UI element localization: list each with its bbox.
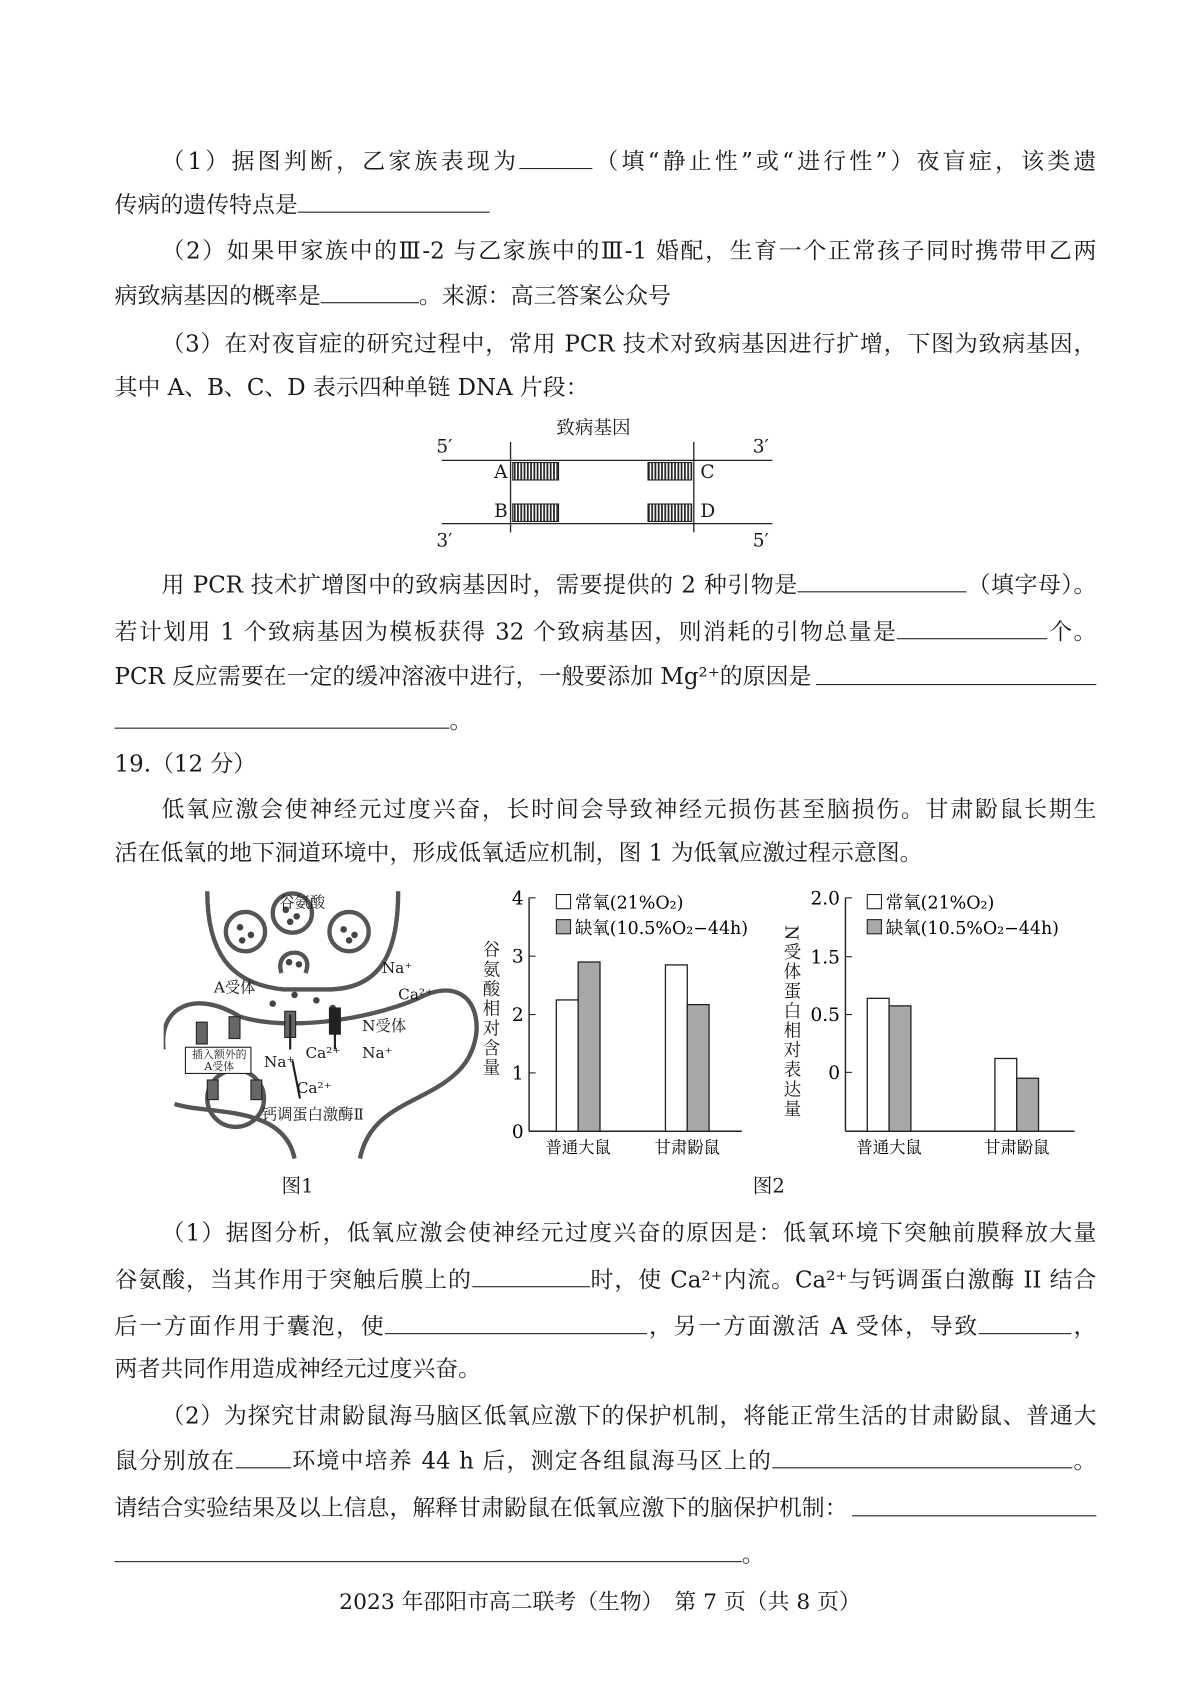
- y-tick-label: 2.0: [810, 888, 840, 910]
- text: 病致病基因的概率是: [114, 282, 321, 309]
- label-b: B: [494, 500, 508, 523]
- answer-blank[interactable]: [852, 1491, 1096, 1516]
- legend-label: 常氧(21%O₂): [885, 893, 995, 914]
- diagram-title: 致病基因: [556, 417, 631, 440]
- q19-p1-line1: （1）据图分析，低氧应激会使神经元过度兴奋的原因是：低氧环境下突触前膜释放大量: [161, 1219, 1097, 1246]
- legend-swatch: [556, 895, 570, 909]
- text: PCR 反应需要在一定的缓冲溶液中进行，一般要添加 Mg²⁺的原因是: [114, 663, 812, 690]
- text: 。: [741, 1541, 765, 1568]
- text: （填“静止性”或“进行性”）夜盲症，该类遗: [592, 148, 1097, 175]
- figure2-caption: 图2: [752, 1174, 785, 1198]
- text: 鼠分别放在: [114, 1447, 236, 1474]
- q19-p2-line1: （2）为探究甘肃鼢鼠海马脑区低氧应激下的保护机制，将能正常生活的甘肃鼢鼠、普通大: [161, 1402, 1097, 1430]
- text: 环境中培养 44 h 后，测定各组鼠海马区上的: [290, 1447, 773, 1474]
- legend-swatch: [867, 920, 881, 934]
- text: 。: [1072, 1447, 1097, 1474]
- q19-p1-line2: [115, 1262, 1097, 1295]
- label-insert-extra-a-receptor: 插入额外的A受体: [191, 1049, 247, 1074]
- answer-blank[interactable]: [772, 1443, 1072, 1468]
- text: 请结合实验结果及以上信息，解释甘肃鼢鼠在低氧应激下的脑保护机制：: [114, 1494, 848, 1521]
- bar-hypoxia: [578, 962, 600, 1131]
- label-na-left: Na⁺: [263, 1053, 295, 1072]
- y-tick-label: 3: [511, 946, 524, 968]
- label-5prime-bottom: 5′: [752, 530, 769, 552]
- bar-hypoxia: [1017, 1078, 1039, 1131]
- label-ca-bottom: Ca²⁺: [296, 1079, 332, 1098]
- label-a-receptor: A受体: [213, 979, 256, 998]
- text: ，: [1071, 1313, 1097, 1340]
- chart2-ylabel: N受体蛋白相对表达量: [781, 925, 802, 1120]
- text: ，另一方面激活 A 受体，导致: [647, 1313, 980, 1340]
- y-tick-label: 0: [828, 1062, 840, 1084]
- bar-normoxia: [867, 998, 889, 1131]
- text: 传病的遗传特点是: [114, 191, 298, 219]
- q19-header: 19.（12 分）: [114, 750, 257, 777]
- legend-swatch: [867, 895, 881, 909]
- legend-label: 缺氧(10.5%O₂−44h): [885, 918, 1060, 939]
- y-tick-label: 2: [511, 1005, 524, 1027]
- label-a: A: [494, 461, 508, 484]
- legend-label: 缺氧(10.5%O₂−44h): [574, 918, 749, 939]
- text: 。: [449, 707, 473, 735]
- y-tick-label: 1.5: [810, 947, 840, 969]
- text: （1）据图判断，乙家族表现为: [161, 148, 520, 175]
- x-tick-label: 普通大鼠: [545, 1138, 611, 1158]
- y-tick-label: 4: [511, 888, 524, 910]
- answer-blank[interactable]: [472, 1262, 590, 1287]
- bar-normoxia: [995, 1058, 1017, 1131]
- q19-p1-line4: 两者共同作用造成神经元过度兴奋。: [114, 1355, 482, 1383]
- text: （3）在对夜盲症的研究过程中，常用 PCR 技术对致病基因进行扩增，下图为致病基因，: [161, 330, 1097, 357]
- text: 谷氨酸，当其作用于突触后膜上的: [114, 1266, 472, 1293]
- bar-normoxia: [556, 1000, 578, 1131]
- answer-blank[interactable]: [235, 1443, 291, 1468]
- text: 若计划用 1 个致病基因为模板获得 32 个致病基因，则消耗的引物总量是: [114, 618, 898, 645]
- figure1-caption: 图1: [281, 1174, 314, 1198]
- text: 后一方面作用于囊泡，使: [114, 1313, 386, 1340]
- q19-intro-line1: 低氧应激会使神经元过度兴奋，长时间会导致神经元损伤甚至脑损伤。甘肃鼢鼠长期生: [161, 796, 1097, 823]
- label-ca-top: Ca²⁺: [398, 986, 434, 1004]
- answer-blank[interactable]: [385, 1309, 647, 1334]
- answer-blank[interactable]: [979, 1309, 1072, 1334]
- label-5prime-top: 5′: [436, 436, 453, 459]
- bar-hypoxia: [889, 1006, 911, 1131]
- page-footer: 2023 年邵阳市高二联考（生物） 第 7 页（共 8 页）: [339, 1588, 861, 1615]
- answer-blank[interactable]: [115, 1537, 742, 1562]
- text: 其中 A、B、C、D 表示四种单链 DNA 片段：: [114, 374, 589, 401]
- text: 时，使 Ca²⁺内流。Ca²⁺与钙调蛋白激酶 II 结合: [589, 1266, 1097, 1293]
- label-na-right: Na⁺: [362, 1045, 393, 1063]
- q19-intro-line2: 活在低氧的地下洞道环境中，形成低氧适应机制，图 1 为低氧应激过程示意图。: [114, 839, 923, 867]
- label-c: C: [700, 461, 715, 484]
- label-glutamate: 谷氨酸: [279, 894, 326, 912]
- legend-label: 常氧(21%O₂): [574, 893, 684, 914]
- label-3prime-bottom: 3′: [436, 530, 453, 552]
- label-n-receptor: N受体: [362, 1017, 407, 1036]
- x-tick-label: 甘肃鼢鼠: [984, 1138, 1050, 1158]
- q19-p2-line2: [115, 1443, 1097, 1476]
- x-tick-label: 甘肃鼢鼠: [654, 1138, 720, 1158]
- label-d: D: [700, 500, 716, 523]
- label-kinase: 钙调蛋白激酶Ⅱ: [261, 1106, 364, 1124]
- y-tick-label: 1: [511, 1063, 524, 1085]
- q19-p1-line3: [115, 1309, 1097, 1342]
- text: 用 PCR 技术扩增图中的致病基因时，需要提供的 2 种引物是: [161, 571, 798, 598]
- bar-hypoxia: [687, 1005, 709, 1132]
- x-tick-label: 普通大鼠: [856, 1138, 922, 1158]
- text: 个。: [1047, 618, 1097, 645]
- q19-p2-line4: [115, 1537, 1097, 1570]
- y-tick-label: 0.5: [810, 1005, 840, 1027]
- y-tick-label: 0: [511, 1121, 524, 1143]
- text: 。来源：高三答案公众号: [418, 282, 671, 309]
- legend-swatch: [556, 920, 570, 934]
- label-na-top: Na⁺: [381, 959, 413, 978]
- label-ca-mid: Ca²⁺: [305, 1045, 341, 1063]
- q19-p2-line3: [115, 1491, 1097, 1524]
- text: （2）如果甲家族中的Ⅲ-2 与乙家族中的Ⅲ-1 婚配，生育一个正常孩子同时携带甲乙两: [161, 237, 1097, 264]
- label-3prime-top: 3′: [752, 436, 769, 459]
- bar-normoxia: [665, 965, 687, 1131]
- chart1-ylabel: 谷氨酸相对含量: [479, 940, 501, 1078]
- text: （填字母）。: [966, 571, 1097, 598]
